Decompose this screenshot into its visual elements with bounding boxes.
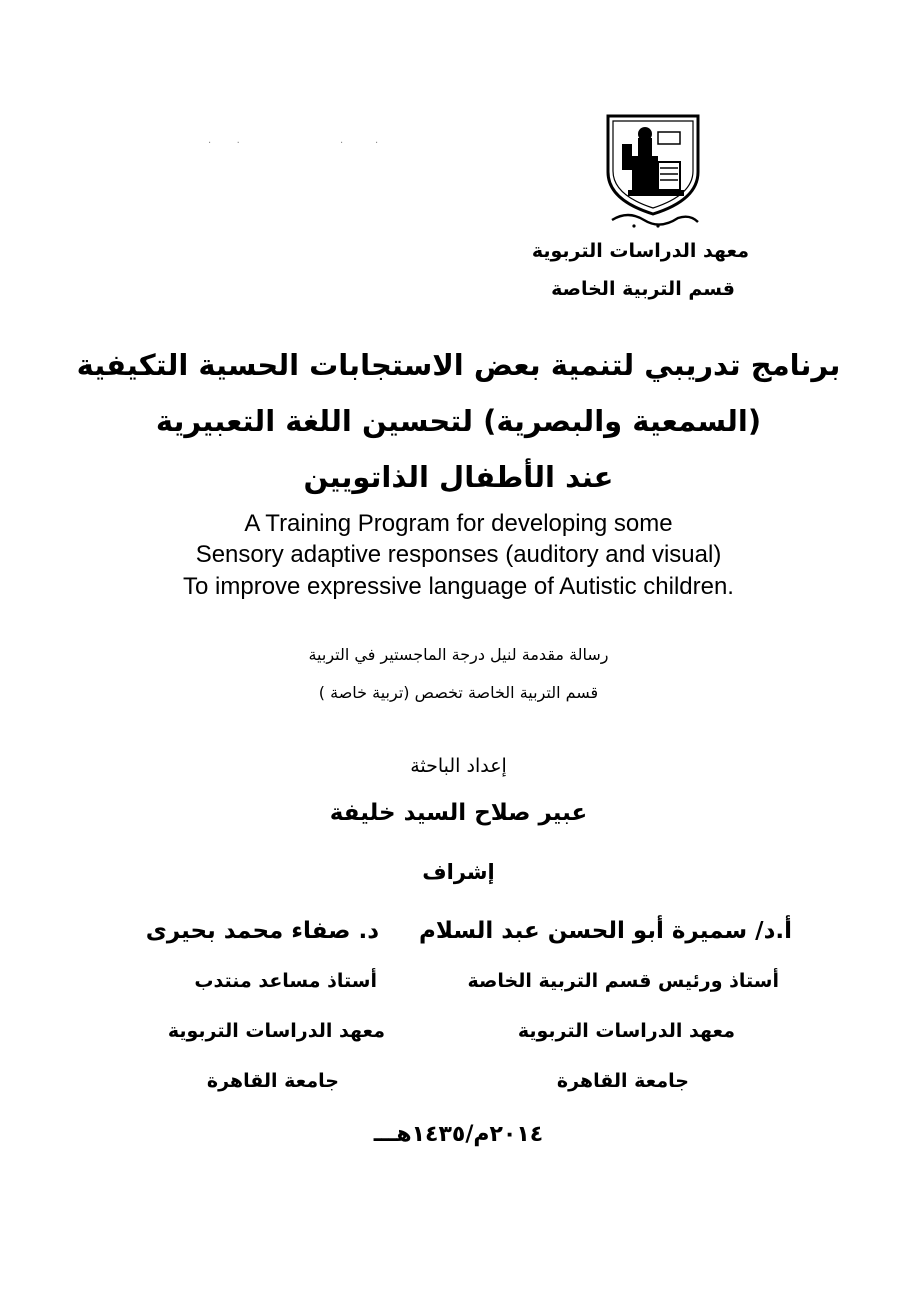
supervisor-2-institute: معهد الدراسات التربوية [167,1020,385,1042]
title-en-line-3: To improve expressive language of Autistic children. [183,573,734,600]
supervisor-1-university: جامعة القاهرة [556,1070,689,1092]
degree-specialization: قسم التربية الخاصة تخصص (تربية خاصة ) [318,683,599,702]
prepared-by-label: إعداد الباحثة [410,755,507,777]
title-en-line-1: A Training Program for developing some [244,510,673,537]
title-ar-line-3: عند الأطفال الذاتويين [303,460,614,494]
supervisor-1-name: أ.د/ سميرة أبو الحسن عبد السلام [419,918,792,944]
supervisor-1-institute: معهد الدراسات التربوية [517,1020,735,1042]
title-ar-line-2: (السمعية والبصرية) لتحسين اللغة التعبيرية [155,404,762,438]
scan-artifact: · · [208,138,240,149]
title-en-line-2: Sensory adaptive responses (auditory and visual) [195,541,722,568]
researcher-name: عبير صلاح السيد خليفة [329,800,588,826]
supervisor-2-name: د. صفاء محمد بحيرى [145,918,379,944]
date: ٢٠١٤م/١٤٣٥هـــ [373,1122,544,1147]
title-ar-line-1: برنامج تدريبي لتنمية بعض الاستجابات الحسية التكيفية [76,348,841,382]
institution-name: معهد الدراسات التربوية [531,240,749,262]
degree-statement: رسالة مقدمة لنيل درجة الماجستير في التربية [308,645,609,664]
department-name: قسم التربية الخاصة [551,278,735,300]
supervisor-1-title: أستاذ ورئيس قسم التربية الخاصة [467,970,779,992]
supervision-label: إشراف [422,860,495,884]
supervisor-2-title: أستاذ مساعد منتدب [194,970,377,992]
supervisor-2-university: جامعة القاهرة [206,1070,339,1092]
cairo-university-seal-icon [598,110,708,230]
scan-artifact: · · [340,138,379,149]
